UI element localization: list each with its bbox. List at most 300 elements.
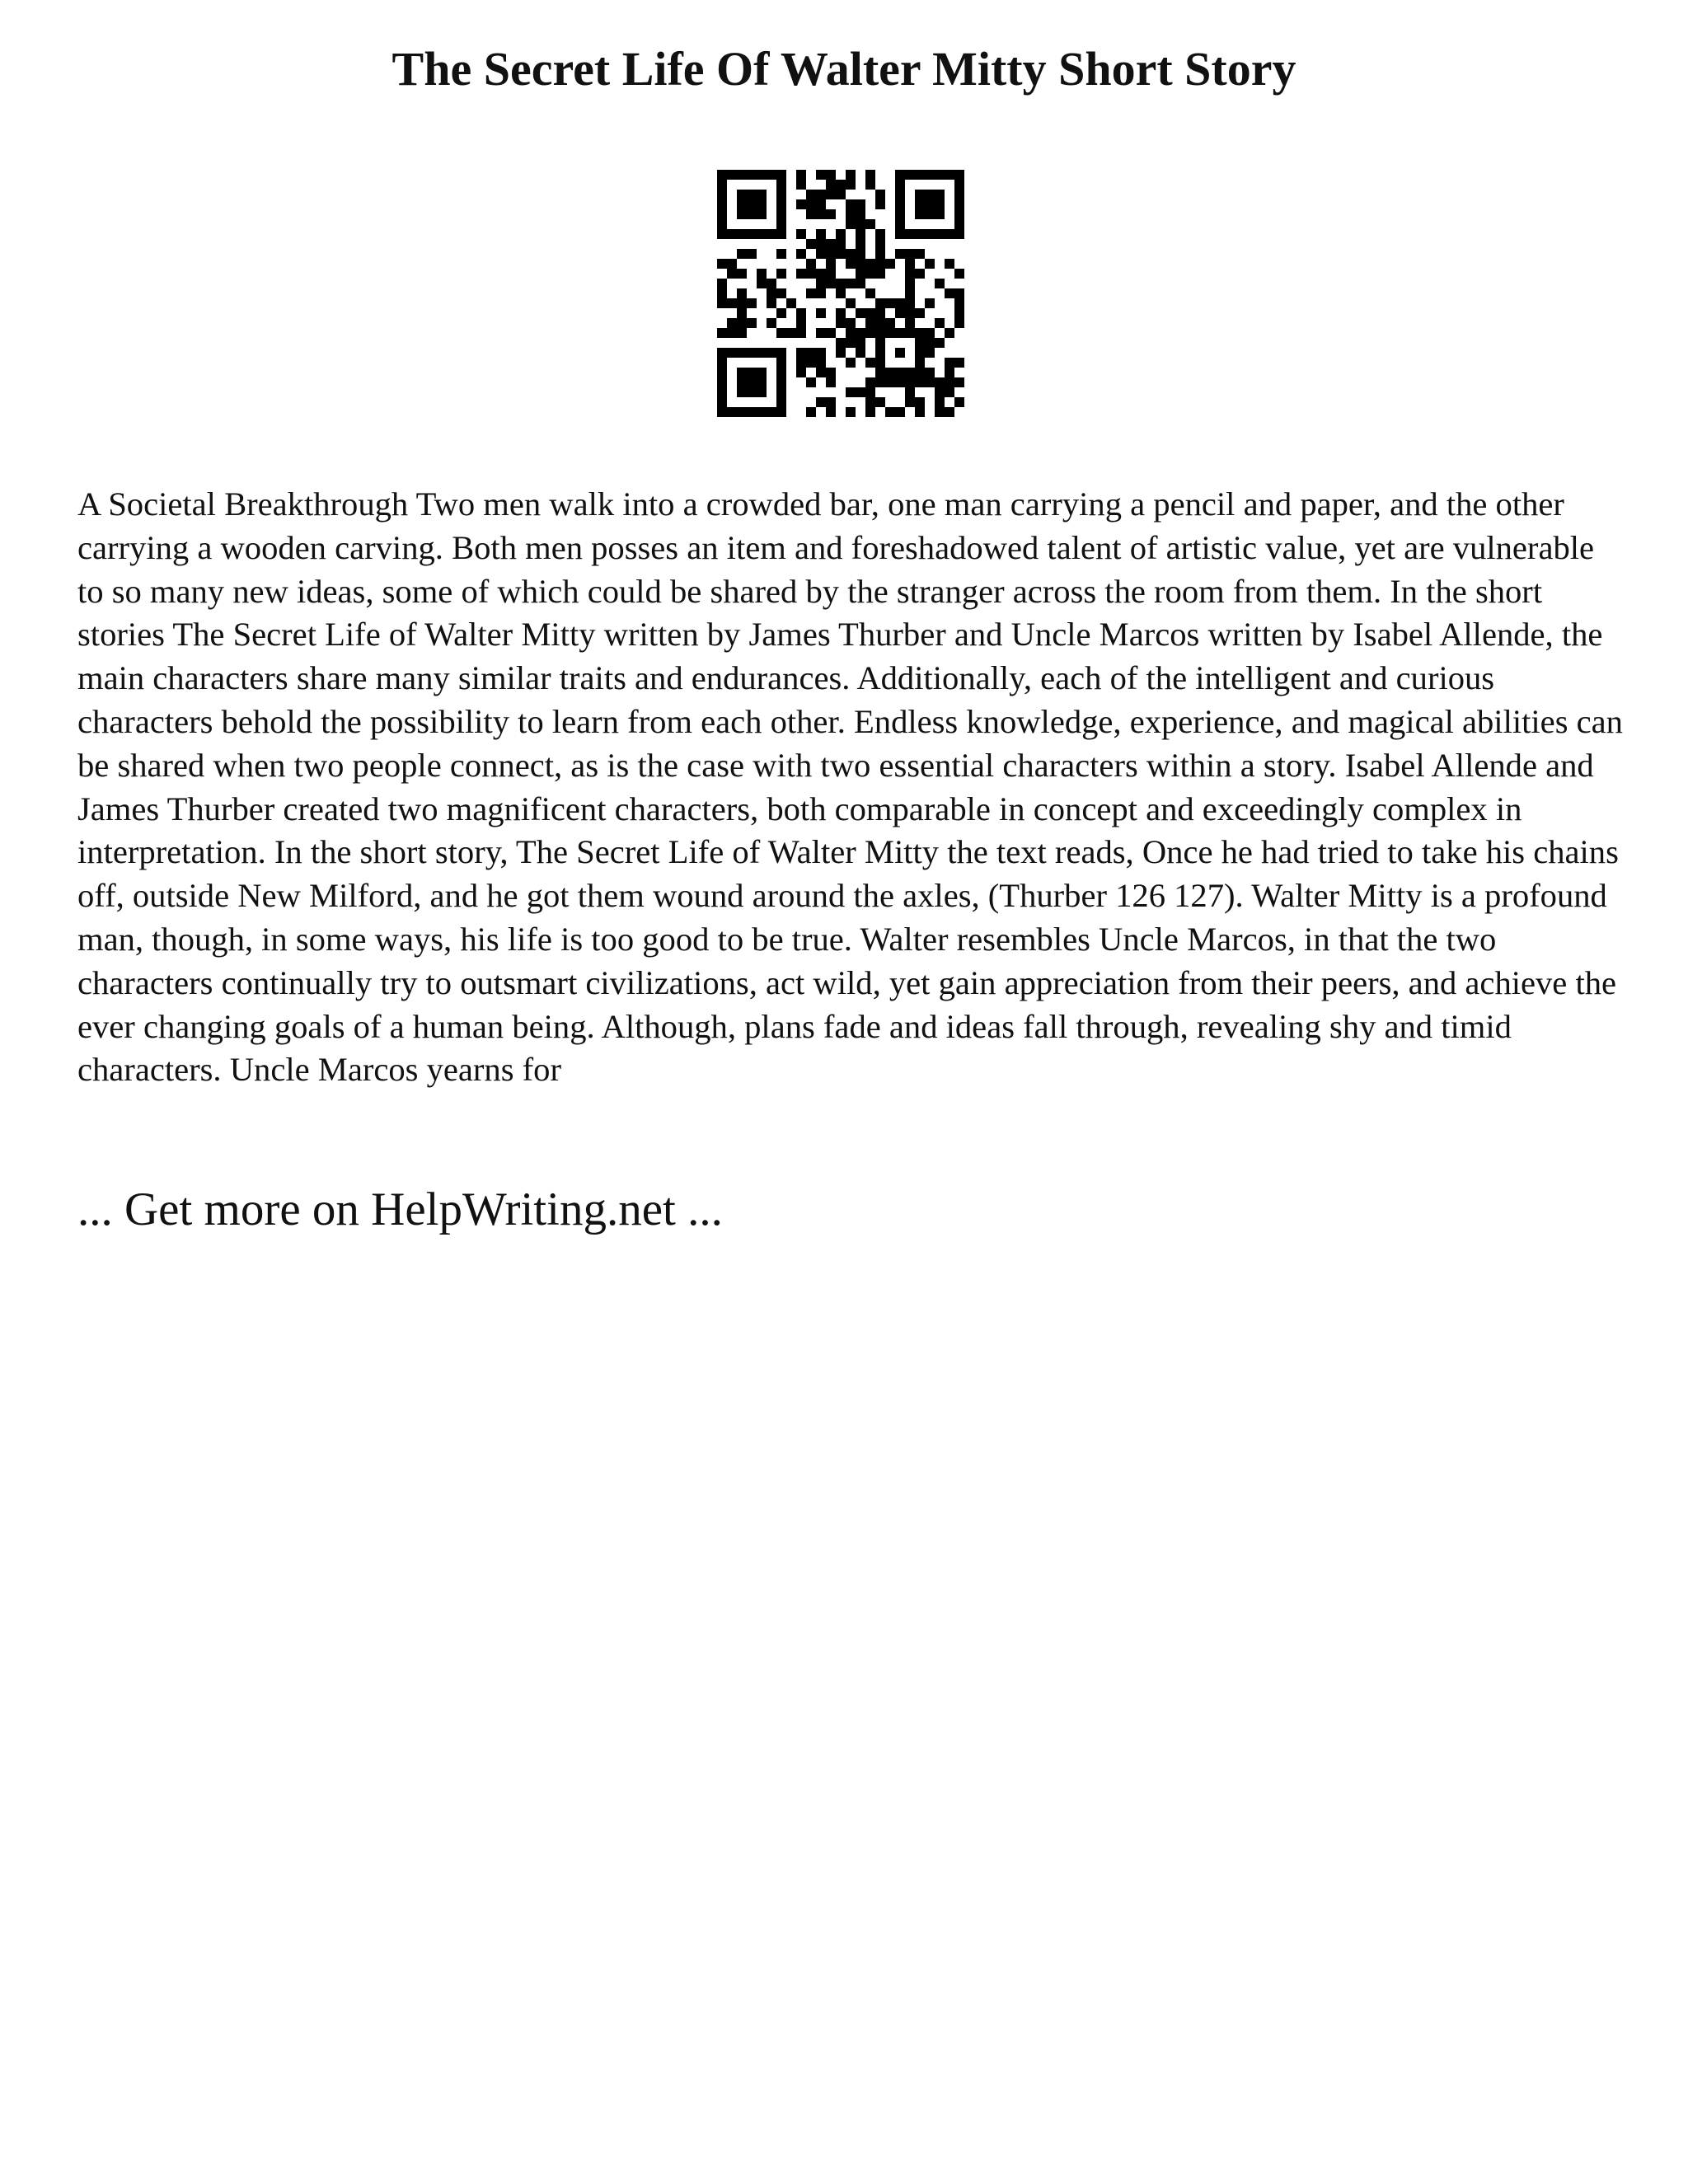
qr-module (737, 407, 747, 417)
qr-module (757, 377, 767, 387)
qr-module (836, 308, 846, 318)
qr-module (806, 259, 816, 269)
qr-module (905, 229, 915, 239)
qr-module (816, 288, 826, 298)
qr-module (856, 387, 865, 397)
qr-module (925, 298, 935, 308)
qr-module (885, 407, 895, 417)
qr-module (856, 269, 865, 279)
qr-module (885, 259, 895, 269)
qr-module (905, 288, 915, 298)
qr-module (747, 199, 757, 209)
qr-module (905, 249, 915, 259)
qr-module (747, 387, 757, 397)
qr-module (905, 377, 915, 387)
qr-module (954, 298, 964, 308)
qr-module (915, 407, 925, 417)
qr-module (954, 318, 964, 328)
qr-module (925, 229, 935, 239)
qr-module (875, 199, 885, 209)
qr-module (717, 219, 727, 229)
qr-module (846, 358, 856, 368)
qr-module (895, 348, 905, 358)
document-title: The Secret Life Of Walter Mitty Short Story (392, 42, 1296, 96)
qr-module (846, 170, 856, 180)
qr-module (717, 190, 727, 199)
qr-module (737, 348, 747, 358)
qr-module (846, 407, 856, 417)
qr-module (776, 199, 786, 209)
qr-module (806, 358, 816, 368)
qr-module (767, 298, 776, 308)
qr-module (865, 397, 875, 407)
qr-module (727, 328, 737, 338)
qr-module (865, 318, 875, 328)
qr-module (757, 407, 767, 417)
qr-module (816, 279, 826, 288)
qr-module (727, 170, 737, 180)
qr-module (885, 318, 895, 328)
qr-module (717, 397, 727, 407)
qr-module (757, 348, 767, 358)
qr-module (945, 328, 954, 338)
qr-module (776, 288, 786, 298)
qr-module (816, 328, 826, 338)
qr-module (806, 348, 816, 358)
qr-module (875, 318, 885, 328)
qr-module (737, 288, 747, 298)
qr-module (905, 368, 915, 377)
get-more-link[interactable]: ... Get more on HelpWriting.net ... (77, 1183, 723, 1235)
qr-module (806, 269, 816, 279)
qr-module (737, 298, 747, 308)
qr-module (776, 308, 786, 318)
qr-module (875, 259, 885, 269)
qr-module (856, 199, 865, 209)
qr-module (954, 209, 964, 219)
qr-module (806, 209, 816, 219)
qr-module (747, 368, 757, 377)
qr-module (895, 229, 905, 239)
qr-module (875, 269, 885, 279)
qr-module (826, 190, 836, 199)
qr-module (836, 239, 846, 249)
qr-module (826, 259, 836, 269)
qr-module (846, 199, 856, 209)
qr-module (865, 259, 875, 269)
qr-module (796, 348, 806, 358)
qr-module (727, 298, 737, 308)
qr-module (945, 229, 954, 239)
qr-module (826, 170, 836, 180)
qr-module (786, 298, 796, 308)
qr-module (737, 199, 747, 209)
qr-module (875, 358, 885, 368)
qr-module (747, 407, 757, 417)
qr-module (856, 279, 865, 288)
qr-module (846, 387, 856, 397)
qr-module (935, 190, 945, 199)
qr-module (727, 229, 737, 239)
qr-module (796, 269, 806, 279)
qr-module (935, 279, 945, 288)
qr-module (885, 328, 895, 338)
qr-module (846, 338, 856, 348)
qr-module (935, 387, 945, 397)
qr-module (875, 190, 885, 199)
qr-module (826, 407, 836, 417)
qr-module (856, 209, 865, 219)
qr-module (935, 170, 945, 180)
qr-module (915, 338, 925, 348)
qr-module (885, 368, 895, 377)
qr-module (717, 377, 727, 387)
qr-module (954, 288, 964, 298)
qr-module (816, 269, 826, 279)
qr-module (875, 328, 885, 338)
qr-module (737, 318, 747, 328)
qr-module (826, 397, 836, 407)
qr-module (836, 180, 846, 190)
qr-module (796, 368, 806, 377)
qr-module (757, 269, 767, 279)
qr-module (836, 288, 846, 298)
qr-module (865, 358, 875, 368)
qr-module (915, 308, 925, 318)
qr-module (836, 348, 846, 358)
qr-module (935, 338, 945, 348)
qr-module (905, 387, 915, 397)
qr-module (776, 358, 786, 368)
qr-module (727, 407, 737, 417)
qr-module (836, 249, 846, 259)
qr-module (875, 368, 885, 377)
qr-module (865, 288, 875, 298)
qr-module (856, 249, 865, 259)
qr-module (727, 269, 737, 279)
qr-module (826, 279, 836, 288)
qr-module (717, 298, 727, 308)
qr-module (885, 298, 895, 308)
qr-module (826, 209, 836, 219)
qr-module (826, 239, 836, 249)
qr-module (925, 338, 935, 348)
qr-module (747, 377, 757, 387)
qr-module (895, 170, 905, 180)
qr-module (895, 377, 905, 387)
qr-module (826, 249, 836, 259)
qr-module (865, 269, 875, 279)
qr-module (915, 249, 925, 259)
qr-module (767, 170, 776, 180)
qr-module (915, 199, 925, 209)
qr-module (816, 348, 826, 358)
qr-module (717, 199, 727, 209)
qr-module (865, 219, 875, 229)
qr-module (875, 308, 885, 318)
qr-module (846, 249, 856, 259)
qr-module (767, 288, 776, 298)
qr-module (846, 180, 856, 190)
qr-module (895, 407, 905, 417)
qr-module (737, 190, 747, 199)
qr-module (767, 279, 776, 288)
qr-module (935, 229, 945, 239)
qr-module (737, 387, 747, 397)
qr-module (856, 338, 865, 348)
qr-module (776, 209, 786, 219)
qr-module (717, 348, 727, 358)
qr-module (856, 328, 865, 338)
qr-module (816, 190, 826, 199)
qr-module (737, 377, 747, 387)
qr-module (757, 387, 767, 397)
qr-module (816, 249, 826, 259)
qr-module (816, 368, 826, 377)
qr-module (895, 308, 905, 318)
qr-module (717, 358, 727, 368)
qr-module (796, 308, 806, 318)
qr-module (796, 249, 806, 259)
qr-module (945, 259, 954, 269)
qr-module (747, 298, 757, 308)
qr-module (836, 279, 846, 288)
qr-module (895, 190, 905, 199)
qr-module (806, 407, 816, 417)
qr-module (945, 368, 954, 377)
qr-module (776, 180, 786, 190)
qr-module (915, 348, 925, 358)
qr-module (757, 190, 767, 199)
qr-module (954, 308, 964, 318)
qr-module (945, 358, 954, 368)
qr-module (757, 170, 767, 180)
qr-module (856, 308, 865, 318)
qr-module (935, 318, 945, 328)
qr-module (935, 407, 945, 417)
qr-module (915, 397, 925, 407)
qr-module (727, 318, 737, 328)
qr-module (757, 279, 767, 288)
qr-module (905, 259, 915, 269)
qr-module (776, 249, 786, 259)
qr-module (954, 229, 964, 239)
qr-module (925, 259, 935, 269)
qr-module (776, 377, 786, 387)
qr-module (796, 229, 806, 239)
qr-module (816, 199, 826, 209)
qr-module (875, 239, 885, 249)
qr-module (925, 190, 935, 199)
qr-module (954, 397, 964, 407)
qr-module (757, 199, 767, 209)
qr-module (915, 269, 925, 279)
qr-module (925, 348, 935, 358)
qr-module (875, 338, 885, 348)
qr-module (905, 269, 915, 279)
qr-module (717, 259, 727, 269)
qr-module (865, 308, 875, 318)
qr-module (945, 387, 954, 397)
qr-module (905, 328, 915, 338)
qr-module (915, 229, 925, 239)
qr-module (925, 328, 935, 338)
qr-module (747, 190, 757, 199)
qr-module (954, 170, 964, 180)
qr-module (945, 407, 954, 417)
qr-module (905, 279, 915, 288)
qr-module (954, 269, 964, 279)
qr-module (905, 298, 915, 308)
qr-module (935, 377, 945, 387)
qr-module (737, 368, 747, 377)
qr-module (925, 209, 935, 219)
qr-module (747, 229, 757, 239)
qr-module (925, 199, 935, 209)
qr-module (846, 279, 856, 288)
qr-module (865, 377, 875, 387)
qr-module (875, 348, 885, 358)
qr-code-icon[interactable] (717, 170, 964, 417)
qr-module (717, 328, 727, 338)
qr-module (895, 249, 905, 259)
qr-module (865, 170, 875, 180)
document-body-text: A Societal Breakthrough Two men walk into a crowded bar, one man carrying a pencil and paper, and the other carrying a wooden carving. Both men posses an item and foreshadowed talent of artistic value, yet are vulnerable to so many new ideas, some of which could be shared by the stranger across the room from them. In the short stories The Secret Life of Walter Mitty written by James Thurber and Uncle Marcos written by Isabel Allende, the main characters share many similar traits and endurances. Additionally, each of the intelligent and curious characters behold the possibility to learn from each other. Endless knowledge, experience, and magical abilities can be shared when two people connect, as is the case with two essential characters within a story. Isabel Allende and James Thurber created two magnificent characters, both comparable in concept and exceedingly complex in interpretation. In the short story, The Secret Life of Walter Mitty the text reads, Once he had tried to take his chains off, outside New Milford, and he got them wound around the axles, (Thurber 126 127). Walter Mitty is a profound man, though, in some ways, his life is too good to be true. Walter resembles Uncle Marcos, in that the two characters continually try to outsmart civilizations, act wild, yet gain appreciation from their peers, and achieve the ever changing goals of a human being. Although, plans fade and ideas fall through, revealing shy and timid characters. Uncle Marcos yearns for (77, 485, 1623, 1089)
qr-module (954, 190, 964, 199)
qr-module (856, 239, 865, 249)
qr-module (776, 368, 786, 377)
qr-module (915, 358, 925, 368)
qr-module (737, 209, 747, 219)
qr-module (747, 318, 757, 328)
qr-module (767, 229, 776, 239)
qr-module (856, 219, 865, 229)
qr-module (865, 407, 875, 417)
qr-module (895, 328, 905, 338)
qr-module (737, 229, 747, 239)
qr-module (856, 259, 865, 269)
qr-module (935, 209, 945, 219)
qr-module (806, 190, 816, 199)
qr-module (945, 170, 954, 180)
qr-module (954, 358, 964, 368)
qr-module (717, 180, 727, 190)
qr-module (905, 170, 915, 180)
qr-module (776, 397, 786, 407)
qr-module (915, 170, 925, 180)
qr-module (717, 368, 727, 377)
qr-module (717, 209, 727, 219)
qr-module (767, 407, 776, 417)
qr-module (796, 318, 806, 328)
qr-module (776, 229, 786, 239)
qr-module (925, 377, 935, 387)
qr-module (935, 199, 945, 209)
qr-module (747, 348, 757, 358)
qr-module (776, 348, 786, 358)
qr-module (816, 358, 826, 368)
qr-module (737, 269, 747, 279)
qr-module (925, 368, 935, 377)
qr-module (776, 170, 786, 180)
qr-module (945, 288, 954, 298)
qr-module (895, 219, 905, 229)
qr-module (717, 279, 727, 288)
qr-module (856, 229, 865, 239)
qr-module (776, 269, 786, 279)
qr-module (875, 397, 885, 407)
qr-module (826, 328, 836, 338)
qr-module (747, 209, 757, 219)
qr-module (757, 368, 767, 377)
qr-module (776, 328, 786, 338)
qr-module (905, 318, 915, 328)
qr-module (757, 209, 767, 219)
qr-module (747, 170, 757, 180)
qr-module (737, 170, 747, 180)
qr-module (954, 219, 964, 229)
qr-module (875, 377, 885, 387)
qr-module (717, 229, 727, 239)
qr-module (846, 298, 856, 308)
qr-module (895, 209, 905, 219)
qr-module (895, 180, 905, 190)
qr-module (806, 288, 816, 298)
qr-module (816, 209, 826, 219)
qr-module (826, 269, 836, 279)
qr-module (806, 239, 816, 249)
qr-module (776, 387, 786, 397)
qr-module (885, 377, 895, 387)
qr-module (846, 328, 856, 338)
qr-module (816, 170, 826, 180)
qr-module (747, 249, 757, 259)
qr-module (717, 170, 727, 180)
qr-module (865, 387, 875, 397)
qr-module (816, 397, 826, 407)
qr-module (875, 298, 885, 308)
qr-module (806, 377, 816, 387)
qr-module (836, 190, 846, 199)
qr-module (865, 180, 875, 190)
qr-module (905, 308, 915, 318)
qr-module (727, 348, 737, 358)
qr-module (796, 199, 806, 209)
qr-module (776, 219, 786, 229)
qr-module (875, 229, 885, 239)
qr-module (737, 308, 747, 318)
qr-module (816, 308, 826, 318)
qr-module (915, 190, 925, 199)
qr-module (954, 180, 964, 190)
qr-module (846, 259, 856, 269)
qr-module (954, 377, 964, 387)
qr-module (796, 180, 806, 190)
qr-module (796, 358, 806, 368)
qr-module (875, 249, 885, 259)
qr-module (865, 328, 875, 338)
qr-module (836, 229, 846, 239)
qr-module (717, 288, 727, 298)
qr-module (846, 318, 856, 328)
qr-module (856, 348, 865, 358)
qr-module (806, 199, 816, 209)
qr-module (826, 180, 836, 190)
qr-module (786, 328, 796, 338)
qr-module (895, 298, 905, 308)
qr-module (737, 249, 747, 259)
qr-module (915, 377, 925, 387)
